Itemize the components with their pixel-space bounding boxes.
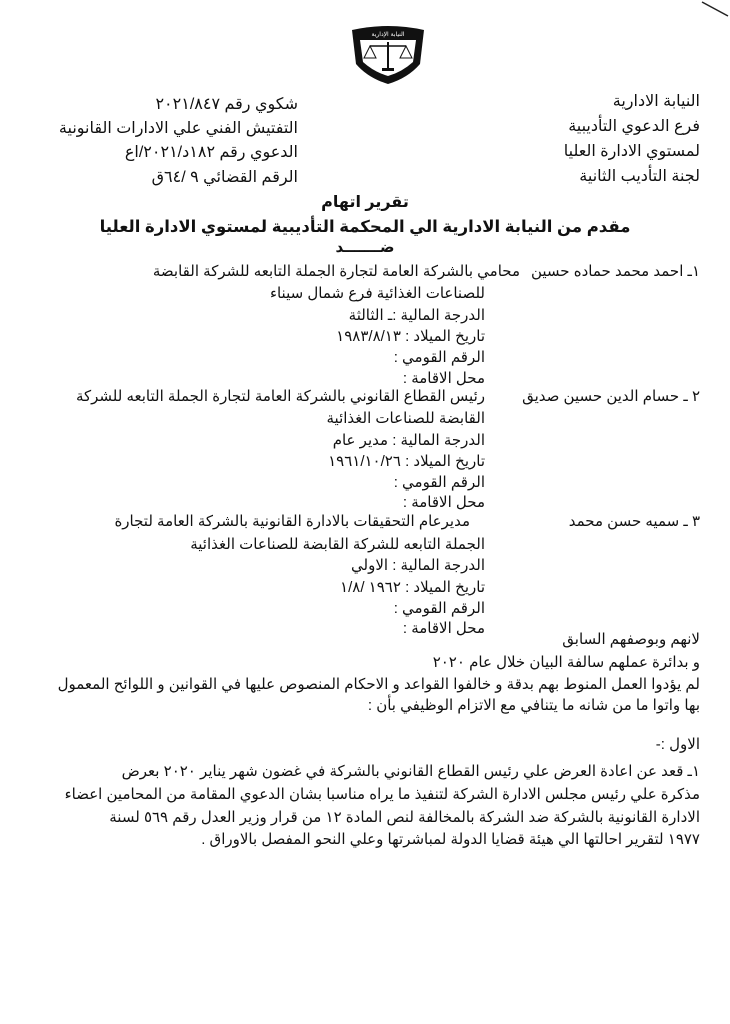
accused-detail-line: محل الاقامة : <box>402 494 485 511</box>
administrative-prosecution-logo <box>348 24 428 86</box>
accused-detail-line: محل الاقامة : <box>402 370 485 387</box>
accused-name: ١ـ احمد محمد حماده حسين <box>530 263 700 280</box>
accused-name: ٢ ـ حسام الدين حسين صديق <box>522 388 700 405</box>
first-charge-line: ١٩٧٧ لتقرير احالتها الي هيئة قضايا الدولة لمباشرتها وعلي النحو المفصل بالاوراق . <box>201 831 700 848</box>
accused-detail-line: تاريخ الميلاد : ١٩٦١/١٠/٢٦ <box>328 453 485 470</box>
accused-detail-line: القابضة للصناعات الغذائية <box>326 410 485 427</box>
against-label: ضـــــــد <box>335 239 395 256</box>
accused-detail-line: الرقم القومي : <box>393 600 485 617</box>
first-charge-line: ١ـ قعد عن اعادة العرض علي رئيس القطاع القانوني بالشركة في غضون شهر يناير ٢٠٢٠ بعرض <box>121 763 700 780</box>
header-right-line: لمستوي الادارة العليا <box>563 143 700 160</box>
accused-detail-line: تاريخ الميلاد : ١٩٨٣/٨/١٣ <box>336 328 485 345</box>
document-title: تقرير اتهام <box>321 194 409 211</box>
header-right-line: لجنة التأديب الثانية <box>579 168 700 185</box>
body-line: لانهم وبوصفهم السابق <box>562 631 700 648</box>
header-right-line: فرع الدعوي التأديبية <box>568 118 700 135</box>
accused-detail-line: رئيس القطاع القانوني بالشركة العامة لتجارة الجملة التابعه للشركة <box>75 388 485 405</box>
header-right-line: النيابة الادارية <box>612 93 700 110</box>
document-subtitle: مقدم من النيابة الادارية الي المحكمة التأديبية لمستوي الادارة العليا <box>99 218 631 236</box>
body-line: بها واتوا ما من شانه ما يتنافي مع الاتزام الوظيفي بأن : <box>367 697 700 714</box>
accused-detail-line: الرقم القومي : <box>393 349 485 366</box>
page-corner-mark <box>700 0 730 20</box>
accused-detail-line: محامي بالشركة العامة لتجارة الجملة التابعه للشركة القابضة <box>152 263 520 280</box>
inspection-unit: التفتيش الفني علي الادارات القانونية <box>58 120 298 137</box>
judicial-number: الرقم القضائي ٩ /٦٤ق <box>151 169 298 186</box>
first-charge-line: مذكرة علي رئيس مجلس الادارة الشركة لتنفيذ ما يراه مناسبا بشان الدعوي المقامة من المحامين اعضاء <box>64 786 700 803</box>
accused-detail-line: تاريخ الميلاد : ١٩٦٢ /١/٨ <box>340 579 485 596</box>
case-number: الدعوي رقم ١٨٢د/٢٠٢١/اع <box>124 144 298 161</box>
accused-detail-line: الجملة التابعه للشركة القابضة للصناعات الغذائية <box>190 536 485 553</box>
complaint-number: شكوي رقم ٢٠٢١/٨٤٧ <box>155 96 298 113</box>
accused-detail-line: مديرعام التحقيقات بالادارة القانونية بالشركة العامة لتجارة <box>114 513 470 530</box>
accused-detail-line: محل الاقامة : <box>402 620 485 637</box>
body-line: لم يؤدوا العمل المنوط بهم بدقة و خالفوا القواعد و الاحكام المنصوص عليها في القوانين و اللوائح المعمول <box>57 676 700 693</box>
first-charge-heading: الاول :- <box>655 736 700 753</box>
accused-name: ٣ ـ سميه حسن محمد <box>568 513 700 530</box>
accused-detail-line: الدرجة المالية : مدير عام <box>332 432 485 449</box>
body-line: و بدائرة عملهم سالفة البيان خلال عام ٢٠٢٠ <box>432 654 700 671</box>
accused-detail-line: للصناعات الغذائية فرع شمال سيناء <box>269 285 485 302</box>
svg-text:النيابة الإدارية: النيابة الإدارية <box>371 31 405 38</box>
accused-detail-line: الدرجة المالية : الاولي <box>351 557 485 574</box>
accused-detail-line: الرقم القومي : <box>393 474 485 491</box>
accused-detail-line: الدرجة المالية :ـ الثالثة <box>348 307 485 324</box>
first-charge-line: الادارة القانونية بالشركة ضد الشركة بالمخالفة لنص المادة ١٢ من قرار وزير العدل رقم ٥٦٩ لسنة <box>109 809 700 826</box>
